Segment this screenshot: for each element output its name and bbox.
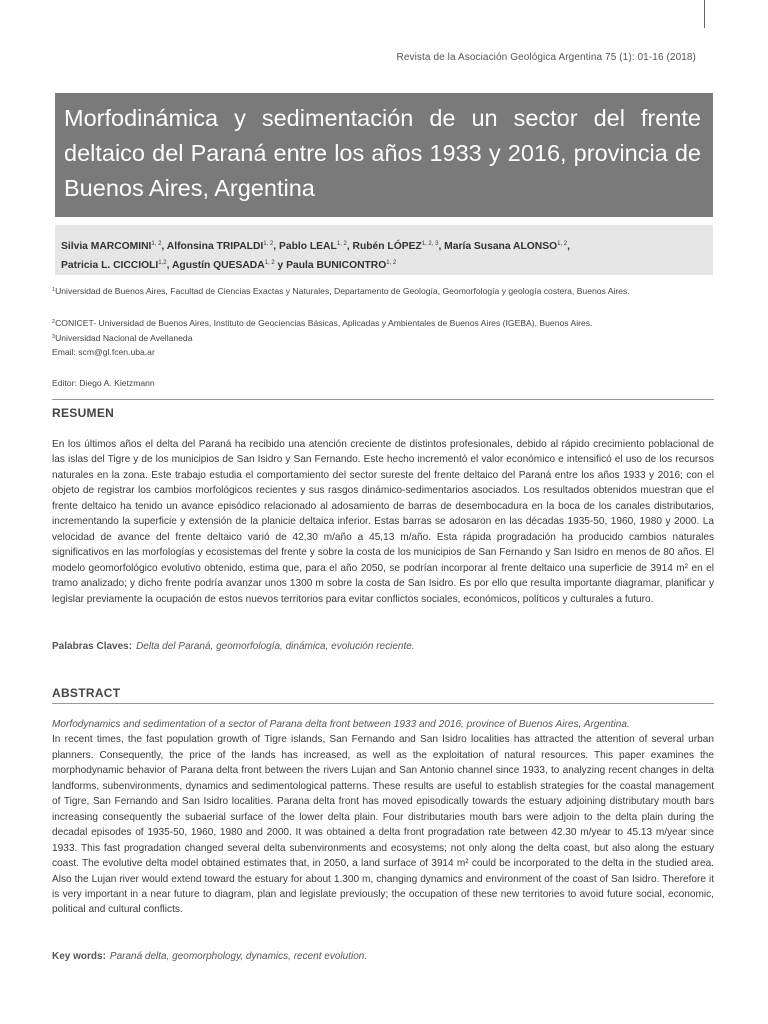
- contact-email[interactable]: Email: scm@gl.fcen.uba.ar: [52, 347, 155, 357]
- author-affiliation: 1,2: [158, 260, 167, 266]
- author-name: Rubén LÓPEZ: [352, 241, 422, 252]
- section-divider: [52, 399, 714, 400]
- resumen-text: En los últimos años el delta del Paraná ha recibido una atención creciente de distintos profesionales, debido al rápido crecimiento poblacional de las islas del Tigre y de los municipios de San Isidro y San Fernando. Este hecho incrementó el valor económico e intensificó el uso de los recursos naturales en la zona. Este trabajo estudia el comportamiento del sector sureste del frente deltaico del Paraná entre los años 1933 y 2016; con el objeto de registrar los cambios morfológicos recientes y sus rasgos dinámico-sedimentarios asociados. Los resultados obtenidos muestran que el frente deltaico ha tenido un avance episódico relacionado al adosamiento de barras de desembocadura en la boca de los canales distributarios, incrementando la superficie y extensión de la planicie deltaica inferior. Estas barras se adosaron en las décadas 1935-50, 1960, 1980 y 2000. La velocidad de avance del frente deltaico varió de 42,30 m/año a 45,13 m/año. Esta rápida progradación ha producido cambios naturales significativos en las morfologías y ecosistemas del frente y sobre la costa de los municipios de San Fernando y San Isidro en menos de 80 años. El modelo geomorfológico evolutivo obtenido, estima que, para el año 2050, se podrían incorporar al frente deltaico una superficie de 3914 m² en el tramo analizado; y dicho frente podría avanzar unos 1300 m sobre la costa de San Isidro. Es por ello que resulta importante diagramar, planificar y legislar previamente la ocupación de estos nuevos territorios para evitar conflictos sociales, económicos, políticos y culturales a futuro.: [52, 439, 714, 605]
- keywords-label: Key words:: [52, 951, 106, 962]
- author-name: Paula BUNICONTRO: [286, 260, 387, 271]
- keywords-label: Palabras Claves:: [52, 641, 133, 652]
- journal-citation: Revista de la Asociación Geológica Argentina 75 (1): 01-16 (2018): [396, 52, 696, 63]
- author-affiliation: 1, 2: [557, 241, 568, 247]
- affiliation-2: $^2$CONICET- Universidad de Buenos Aires, Instituto de Geociencias Básicas, Aplicadas y Ambientales de Buenos Aires (IGEBA), Buenos Aires.: [52, 318, 593, 328]
- authors-block: [55, 225, 713, 275]
- author-name: María Susana ALONSO: [444, 241, 558, 252]
- abstract-heading: ABSTRACT: [52, 686, 121, 700]
- title-banner: [55, 93, 713, 217]
- abstract-block: [52, 717, 714, 918]
- abstract-text: In recent times, the fast population growth of Tigre islands, San Fernando and San Isidro localities has attracted the attention of several urban planners. Consequently, the price of the lands has increased, as well as the exploitation of natural resources. This paper examines the morphodynamic behavior of Parana delta front between the rivers Lujan and San Antonio channel since 1933, to analyzing recent changes in delta landforms, subenvironments, dynamics and sedimentological patterns. These results are useful to establish strategies for the coastal management of Tigre, San Fernando and San Isidro localities. Parana delta front has moved episodically towards the estuary adjoining distributary mouth bars increasing consequently the subaerial surface of the lower delta plain. Four distributaries mouth bars were adjoin to the delta plain during the decadal episodes of 1935-50, 1960, 1980 and 2000. It was obtained a delta front progradation rate between 42.30 m/year to 45.13 m/year since 1933. This fast progradation changed several delta subenvironments and ecosystems; not only along the delta coast, but also along the estuary coast. The evolutive delta model obtained estimates that, in 2050, a land surface of 3914 m² could be incorporated to the delta in the studied area. Also the Lujan river would extend toward the estuary for about 1.300 m, changing dynamics and environment of the coast of San Isidro. Therefore it is very important in a near future to diagram, plan and legislate previously; the occupation of these new territories to avoid future social, economic, political and cultural conflicts.: [52, 734, 714, 916]
- authors-line-2: Patricia L. CICCIOLI$^{1,2}$, Agustín QUESADA$^{1, 2}$ y Paula BUNICONTRO$^{1, 2}$: [61, 260, 397, 271]
- author-affiliation: 1, 2: [386, 260, 397, 266]
- author-affiliation: 1, 2: [264, 260, 275, 266]
- section-divider: [52, 703, 714, 704]
- keywords-value: Delta del Paraná, geomorfología, dinámica, evolución reciente.: [136, 641, 415, 652]
- header-rule: [704, 0, 705, 28]
- author-affiliation: 1, 2, 3: [421, 241, 439, 247]
- author-name: Pablo LEAL: [279, 241, 337, 252]
- abstract-subtitle: Morfodynamics and sedimentation of a sector of Parana delta front between 1933 and 2016, province of Buenos Aires, Argentina.: [52, 719, 630, 730]
- authors-line-1: Silvia MARCOMINI$^{1, 2}$, Alfonsina TRIPALDI$^{1, 2}$, Pablo LEAL$^{1, 2}$, Rubén LÓPEZ$^{1, 2, 3}$, María Susana ALONSO$^{1, 2}$,: [61, 241, 570, 252]
- author-affiliation: 1, 2: [263, 241, 274, 247]
- editor-line: Editor: Diego A. Kietzmann: [52, 378, 155, 388]
- resumen-heading: RESUMEN: [52, 406, 115, 420]
- author-affiliation: 1, 2: [336, 241, 347, 247]
- author-name: Agustín QUESADA: [171, 260, 265, 271]
- author-name: Alfonsina TRIPALDI: [166, 241, 264, 252]
- key-words: [52, 951, 367, 962]
- author-name: Silvia MARCOMINI: [61, 241, 152, 252]
- affiliation-3: $^3$Universidad Nacional de Avellaneda: [52, 333, 193, 343]
- keywords-value: Paraná delta, geomorphology, dynamics, recent evolution.: [109, 951, 368, 962]
- paper-title: Morfodinámica y sedimentación de un sector del frente deltaico del Paraná entre los años 1933 y 2016, provincia de Buenos Aires, Argentina: [64, 105, 701, 201]
- palabras-claves: [52, 641, 415, 652]
- author-affiliation: 1, 2: [151, 241, 162, 247]
- affiliation-1: $^1$Universidad de Buenos Aires, Facultad de Ciencias Exactas y Naturales, Departamento de Geología, Geomorfología y geología costera, Buenos Aires.: [52, 286, 630, 296]
- author-name: Patricia L. CICCIOLI: [61, 260, 159, 271]
